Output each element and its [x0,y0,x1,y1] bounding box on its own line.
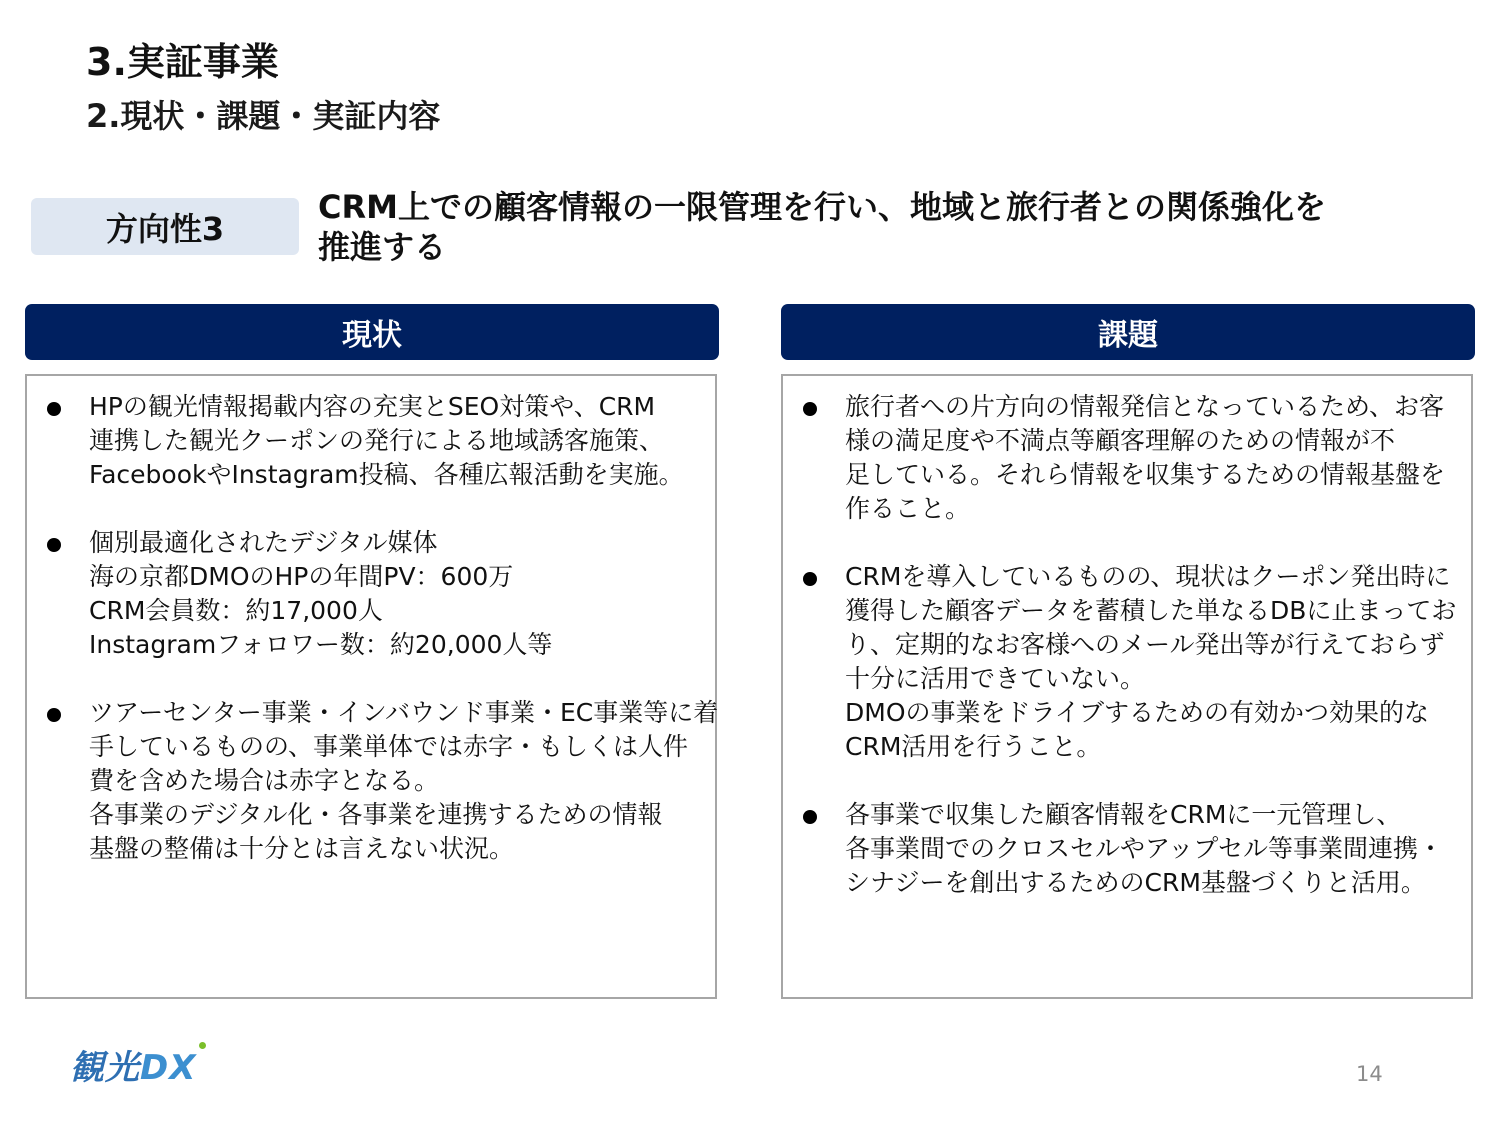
page-title: 3.実証事業 [86,40,279,84]
list-item [783,390,1461,526]
current-status-header: 現状 [25,304,719,360]
bullet-line: DMOの事業をドライブするための有効かつ効果的な [845,698,1429,727]
bullet-icon [47,538,61,552]
bullet-line: CRMを導入しているものの、現状はクーポン発出時に [845,562,1451,591]
issues-list [783,376,1471,900]
bullet-line: FacebookやInstagram投稿、各種広報活動を実施。 [89,460,684,489]
logo-text: 観光 [70,1048,140,1088]
list-item [27,390,705,492]
bullet-line: 様の満足度や不満点等顧客理解のための情報が不 [845,426,1396,455]
bullet-line: CRM活用を行うこと。 [845,732,1102,761]
direction-line: CRM上での顧客情報の一限管理を行い、地域と旅行者との関係強化を [318,188,1326,226]
bullet-line: 各事業のデジタル化・各事業を連携するための情報 [89,800,663,829]
bullet-icon [47,708,61,722]
bullet-icon [803,402,817,416]
logo-accent: DX [140,1048,197,1088]
bullet-line: 各事業間でのクロスセルやアップセル等事業間連携・ [845,834,1444,863]
list-item [783,798,1461,900]
bullet-line: 旅行者への片方向の情報発信となっているため、お客 [845,392,1445,421]
bullet-line: ツアーセンター事業・インバウンド事業・EC事業等に着 [89,698,719,727]
list-item [27,696,719,866]
bullet-line: 十分に活用できていない。 [845,664,1146,693]
bullet-line: HPの観光情報掲載内容の充実とSEO対策や、CRM [89,392,656,421]
bullet-line: Instagramフォロワー数：約20,000人等 [89,630,553,659]
bullet-line: 連携した観光クーポンの発行による地域誘客施策、 [89,426,665,455]
bullet-line: 海の京都DMOのHPの年間PV：600万 [89,562,514,591]
bullet-line: 作ること。 [845,494,971,523]
current-status-box [25,374,717,999]
bullet-icon [803,810,817,824]
bullet-line: 各事業で収集した顧客情報をCRMに一元管理し、 [845,800,1402,829]
direction-statement [318,187,1438,267]
bullet-line: 基盤の整備は十分とは言えない状況。 [89,834,515,863]
logo-dot-icon [199,1042,206,1049]
kanko-dx-logo [70,1040,196,1089]
page-number: 14 [1356,1062,1383,1086]
bullet-line: 費を含めた場合は赤字となる。 [89,766,440,795]
bullet-line: り、定期的なお客様へのメール発出等が行えておらず [845,630,1445,659]
bullet-line: シナジーを創出するためのCRM基盤づくりと活用。 [845,868,1426,897]
issues-header: 課題 [781,304,1475,360]
bullet-line: 個別最適化されたデジタル媒体 [89,528,438,557]
current-status-list [27,376,719,866]
list-item [783,560,1461,764]
bullet-line: 獲得した顧客データを蓄積した単なるDBに止まってお [845,596,1457,625]
issues-box [781,374,1473,999]
bullet-line: CRM会員数：約17,000人 [89,596,383,625]
list-item [27,526,705,662]
direction-line: 推進する [318,228,447,266]
bullet-icon [803,572,817,586]
direction-badge: 方向性3 [31,198,299,255]
bullet-icon [47,402,61,416]
page-subtitle: 2.現状・課題・実証内容 [86,97,441,135]
bullet-line: 手しているものの、事業単体では赤字・もしくは人件 [89,732,689,761]
bullet-line: 足している。それら情報を収集するための情報基盤を [845,460,1446,489]
